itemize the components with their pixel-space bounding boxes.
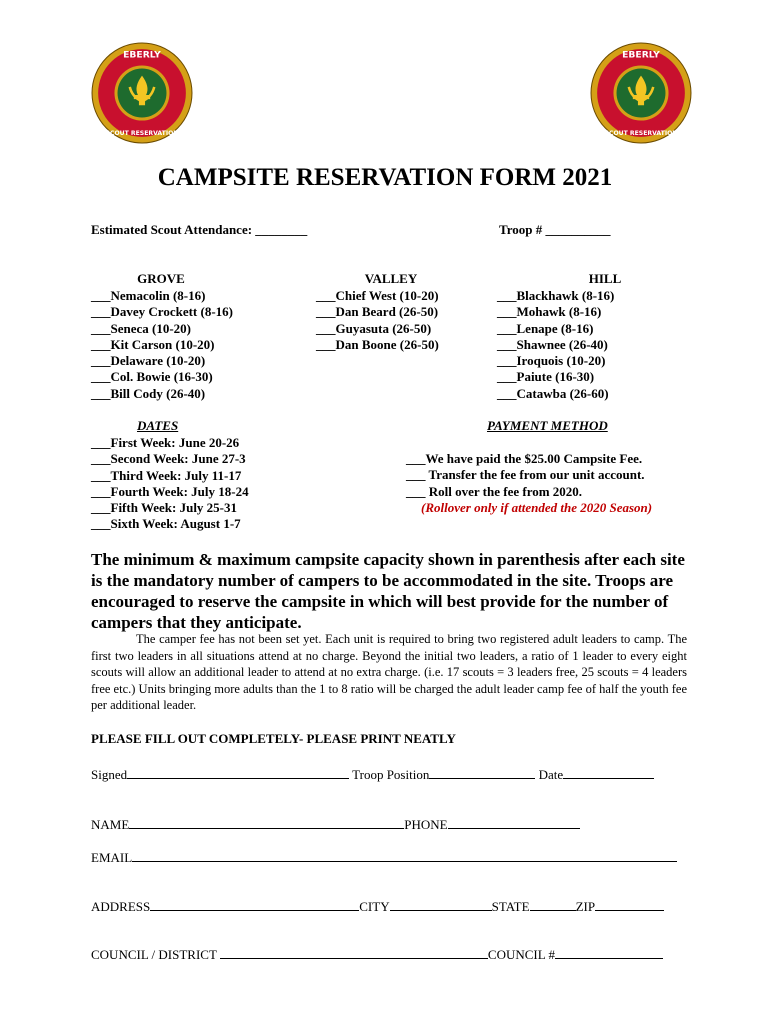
logo-top-text: EBERLY <box>622 49 660 61</box>
name-row <box>91 817 580 833</box>
campsite-option[interactable]: ___Bill Cody (26-40) <box>91 385 206 401</box>
payment-option[interactable]: ___We have paid the $25.00 Campsite Fee. <box>406 451 643 466</box>
hill-heading: HILL <box>588 271 622 286</box>
troop-position-label: Troop Position <box>352 767 430 782</box>
signed-label: Signed <box>91 767 128 782</box>
date-option[interactable]: ___Third Week: July 11-17 <box>91 467 242 483</box>
state-input[interactable] <box>530 899 576 911</box>
campsite-option[interactable]: ___Guyasuta (26-50) <box>316 320 432 336</box>
date-input[interactable] <box>563 767 654 779</box>
phone-label: PHONE <box>404 817 448 832</box>
council-row <box>91 947 663 963</box>
date-option[interactable]: ___Second Week: June 27-3 <box>91 451 246 467</box>
payment-heading: PAYMENT METHOD <box>487 418 608 433</box>
hill-list <box>497 288 614 402</box>
email-input[interactable] <box>132 850 677 862</box>
date-label: Date <box>538 767 564 782</box>
date-option[interactable]: ___First Week: June 20-26 <box>91 435 240 450</box>
campsite-option[interactable]: ___Seneca (10-20) <box>91 320 192 336</box>
phone-input[interactable] <box>448 817 580 829</box>
address-label: ADDRESS <box>91 899 151 914</box>
campsite-option[interactable]: ___Iroquois (10-20) <box>497 353 606 369</box>
campsite-option[interactable]: ___Davey Crockett (8-16) <box>91 304 233 320</box>
email-label: EMAIL <box>91 850 133 865</box>
logo-bottom-text: SCOUT RESERVATION <box>105 129 179 137</box>
campsite-option[interactable]: ___Chief West (10-20) <box>316 288 439 303</box>
name-input[interactable] <box>129 817 404 829</box>
troop-position-input[interactable] <box>429 767 535 779</box>
payment-list <box>406 451 645 500</box>
campsite-option[interactable]: ___Dan Beard (26-50) <box>316 304 439 320</box>
zip-label: ZIP <box>575 899 596 914</box>
campsite-option[interactable]: ___Nemacolin (8-16) <box>91 288 206 303</box>
campsite-option[interactable]: ___Col. Bowie (16-30) <box>91 369 213 385</box>
campsite-option[interactable]: ___Lenape (8-16) <box>497 320 594 336</box>
council-district-input[interactable] <box>220 947 488 959</box>
dates-heading: DATES <box>137 418 179 433</box>
dates-list <box>91 435 249 533</box>
campsite-option[interactable]: ___Kit Carson (10-20) <box>91 336 215 352</box>
city-input[interactable] <box>390 899 492 911</box>
campsite-option[interactable]: ___Paiute (16-30) <box>497 369 595 385</box>
rollover-note: (Rollover only if attended the 2020 Season) <box>421 500 653 515</box>
date-option[interactable]: ___Fifth Week: July 25-31 <box>91 500 238 516</box>
eberly-logo-left <box>91 42 193 144</box>
address-row <box>91 899 664 915</box>
campsite-option[interactable]: ___Mohawk (8-16) <box>497 304 602 320</box>
date-option[interactable]: ___Sixth Week: August 1-7 <box>91 516 241 532</box>
council-number-label: COUNCIL # <box>487 947 555 962</box>
fill-out-instruction: PLEASE FILL OUT COMPLETELY- PLEASE PRINT NEATLY <box>91 731 456 746</box>
zip-input[interactable] <box>595 899 664 911</box>
campsite-option[interactable]: ___Dan Boone (26-50) <box>316 336 439 352</box>
council-number-input[interactable] <box>555 947 663 959</box>
fee-paragraph <box>91 631 687 714</box>
payment-option[interactable]: ___ Transfer the fee from our unit account. <box>406 467 645 483</box>
date-option[interactable]: ___Fourth Week: July 18-24 <box>91 483 249 499</box>
eberly-logo-right <box>590 42 692 144</box>
troop-number-field[interactable]: Troop # __________ <box>499 222 611 237</box>
signed-input[interactable] <box>127 767 349 779</box>
page-title: CAMPSITE RESERVATION FORM 2021 <box>157 164 613 191</box>
address-input[interactable] <box>150 899 359 911</box>
name-label: NAME <box>91 817 130 832</box>
campsite-option[interactable]: ___Shawnee (26-40) <box>497 336 608 352</box>
valley-list <box>316 288 439 353</box>
city-label: CITY <box>359 899 390 914</box>
state-label: STATE <box>491 899 530 914</box>
valley-heading: VALLEY <box>364 271 418 286</box>
campsite-option[interactable]: ___Delaware (10-20) <box>91 353 206 369</box>
campsite-option[interactable]: ___Blackhawk (8-16) <box>497 288 615 303</box>
signed-row <box>91 767 654 783</box>
logo-bottom-text: SCOUT RESERVATION <box>604 129 678 137</box>
grove-list <box>91 288 233 402</box>
council-district-label: COUNCIL / DISTRICT <box>91 947 217 962</box>
email-row <box>91 850 677 866</box>
campsite-option[interactable]: ___Catawba (26-60) <box>497 385 609 401</box>
payment-option[interactable]: ___ Roll over the fee from 2020. <box>406 483 583 499</box>
attendance-field[interactable]: Estimated Scout Attendance: ________ <box>91 222 308 237</box>
capacity-notice: The minimum & maximum campsite capacity shown in parenthesis after each site is the mandatory number of campers to be accommodated in the site. Troops are encouraged to reserve the campsite in which will best provide for the number of campers that they anticipate. <box>91 550 685 632</box>
logo-top-text: EBERLY <box>123 49 161 61</box>
grove-heading: GROVE <box>137 271 185 286</box>
fee-paragraph-text: The camper fee has not been set yet. Each unit is required to bring two registered adult leaders to camp. The first two leaders in all situations attend at no charge. Beyond the initial two leaders, a ratio of 1 leader to every eight scouts will allow an additional leader to attend at no extra charge. (i.e. 17 scouts = 3 leaders free, 25 scouts = 4 leaders free etc.) Units bringing more adults than the 1 to 8 ratio will be charged the adult leader camp fee of half the youth fee per additional leader. <box>91 632 687 713</box>
